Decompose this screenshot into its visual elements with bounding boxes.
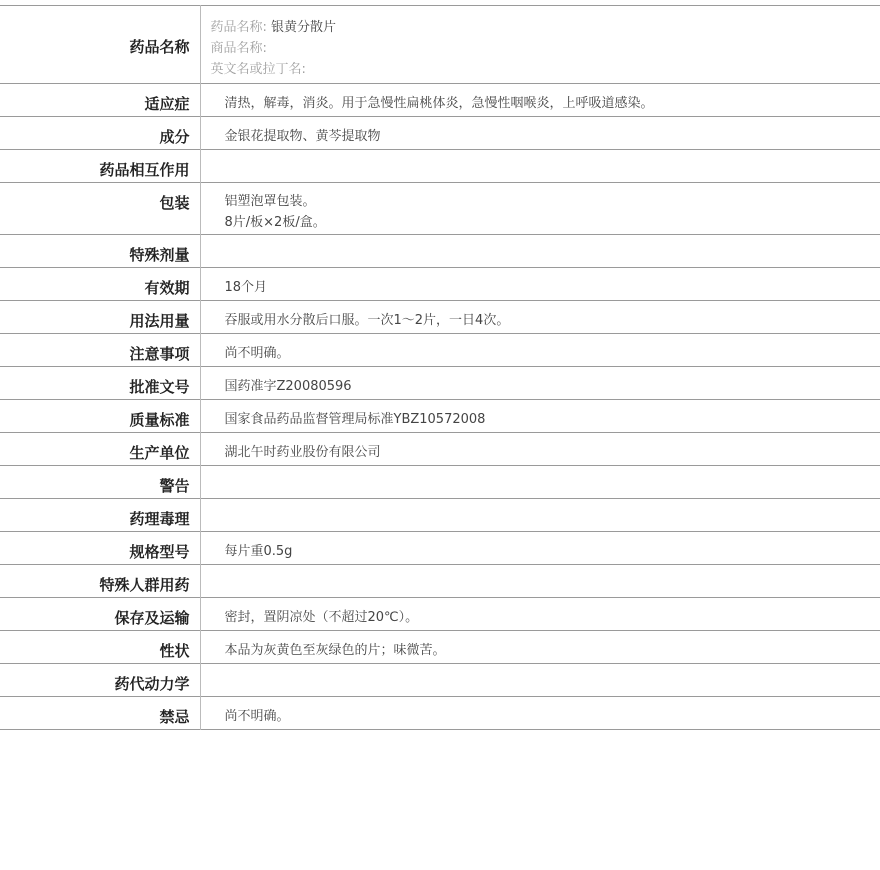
row-quality-standard — [0, 400, 880, 433]
label-interactions: 药品相互作用 — [0, 150, 200, 183]
value-manufacturer: 湖北午时药业股份有限公司 — [224, 445, 381, 460]
generic-name-value: 银黄分散片 — [271, 20, 337, 35]
label-precautions: 注意事项 — [0, 334, 200, 367]
row-specification — [0, 532, 880, 565]
label-description: 性状 — [0, 631, 200, 664]
label-special-dosage: 特殊剂量 — [0, 235, 200, 268]
value-packaging — [200, 183, 880, 235]
label-special-population: 特殊人群用药 — [0, 565, 200, 598]
value-usage: 吞服或用水分散后口服。一次1～2片，一日4次。 — [224, 313, 510, 328]
label-warning: 警告 — [0, 466, 200, 499]
row-usage — [0, 301, 880, 334]
label-approval-no: 批准文号 — [0, 367, 200, 400]
value-toxicology — [200, 499, 880, 532]
value-quality-standard: 国家食品药品监督管理局标准YBZ10572008 — [224, 412, 486, 427]
packaging-line-1: 铝塑泡罩包装。 — [224, 194, 316, 209]
row-indications — [0, 84, 880, 117]
label-contraindications: 禁忌 — [0, 697, 200, 730]
value-warning — [200, 466, 880, 499]
row-approval-no — [0, 367, 880, 400]
value-special-dosage — [200, 235, 880, 268]
value-ingredients: 金银花提取物、黄芩提取物 — [224, 129, 381, 144]
label-storage: 保存及运输 — [0, 598, 200, 631]
row-shelf-life — [0, 268, 880, 301]
row-description — [0, 631, 880, 664]
row-warning — [0, 466, 880, 499]
value-approval-no: 国药准字Z20080596 — [224, 379, 352, 394]
value-description: 本品为灰黄色至灰绿色的片；味微苦。 — [224, 643, 446, 658]
label-indications: 适应症 — [0, 84, 200, 117]
value-pharmacokinetics — [200, 664, 880, 697]
row-manufacturer — [0, 433, 880, 466]
english-name-prefix: 英文名或拉丁名: — [210, 62, 306, 77]
row-storage — [0, 598, 880, 631]
label-toxicology: 药理毒理 — [0, 499, 200, 532]
row-interactions — [0, 150, 880, 183]
row-packaging — [0, 183, 880, 235]
label-specification: 规格型号 — [0, 532, 200, 565]
value-interactions — [200, 150, 880, 183]
label-packaging: 包装 — [0, 183, 200, 235]
label-usage: 用法用量 — [0, 301, 200, 334]
value-indications: 清热，解毒，消炎。用于急慢性扁桃体炎，急慢性咽喉炎，上呼吸道感染。 — [224, 96, 654, 111]
label-quality-standard: 质量标准 — [0, 400, 200, 433]
row-toxicology — [0, 499, 880, 532]
value-specification: 每片重0.5g — [224, 544, 293, 559]
value-storage: 密封，置阴凉处（不超过20℃）。 — [224, 610, 419, 625]
trade-name-prefix: 商品名称: — [210, 41, 267, 56]
generic-name-line — [211, 17, 880, 38]
value-precautions: 尚不明确。 — [224, 346, 290, 361]
row-precautions — [0, 334, 880, 367]
row-ingredients — [0, 117, 880, 150]
value-contraindications: 尚不明确。 — [224, 709, 290, 724]
row-drug-name — [0, 6, 880, 84]
row-contraindications — [0, 697, 880, 730]
drug-info-sheet — [0, 5, 880, 730]
value-shelf-life: 18个月 — [224, 280, 268, 295]
value-special-population — [200, 565, 880, 598]
drug-info-table — [0, 5, 880, 730]
value-drug-name — [200, 6, 880, 84]
label-ingredients: 成分 — [0, 117, 200, 150]
packaging-line-2: 8片/板×2板/盒。 — [224, 215, 326, 230]
label-pharmacokinetics: 药代动力学 — [0, 664, 200, 697]
row-special-dosage — [0, 235, 880, 268]
generic-name-prefix: 药品名称: — [210, 20, 267, 35]
row-pharmacokinetics — [0, 664, 880, 697]
label-manufacturer: 生产单位 — [0, 433, 200, 466]
label-drug-name: 药品名称 — [0, 6, 200, 84]
label-shelf-life: 有效期 — [0, 268, 200, 301]
row-special-population — [0, 565, 880, 598]
